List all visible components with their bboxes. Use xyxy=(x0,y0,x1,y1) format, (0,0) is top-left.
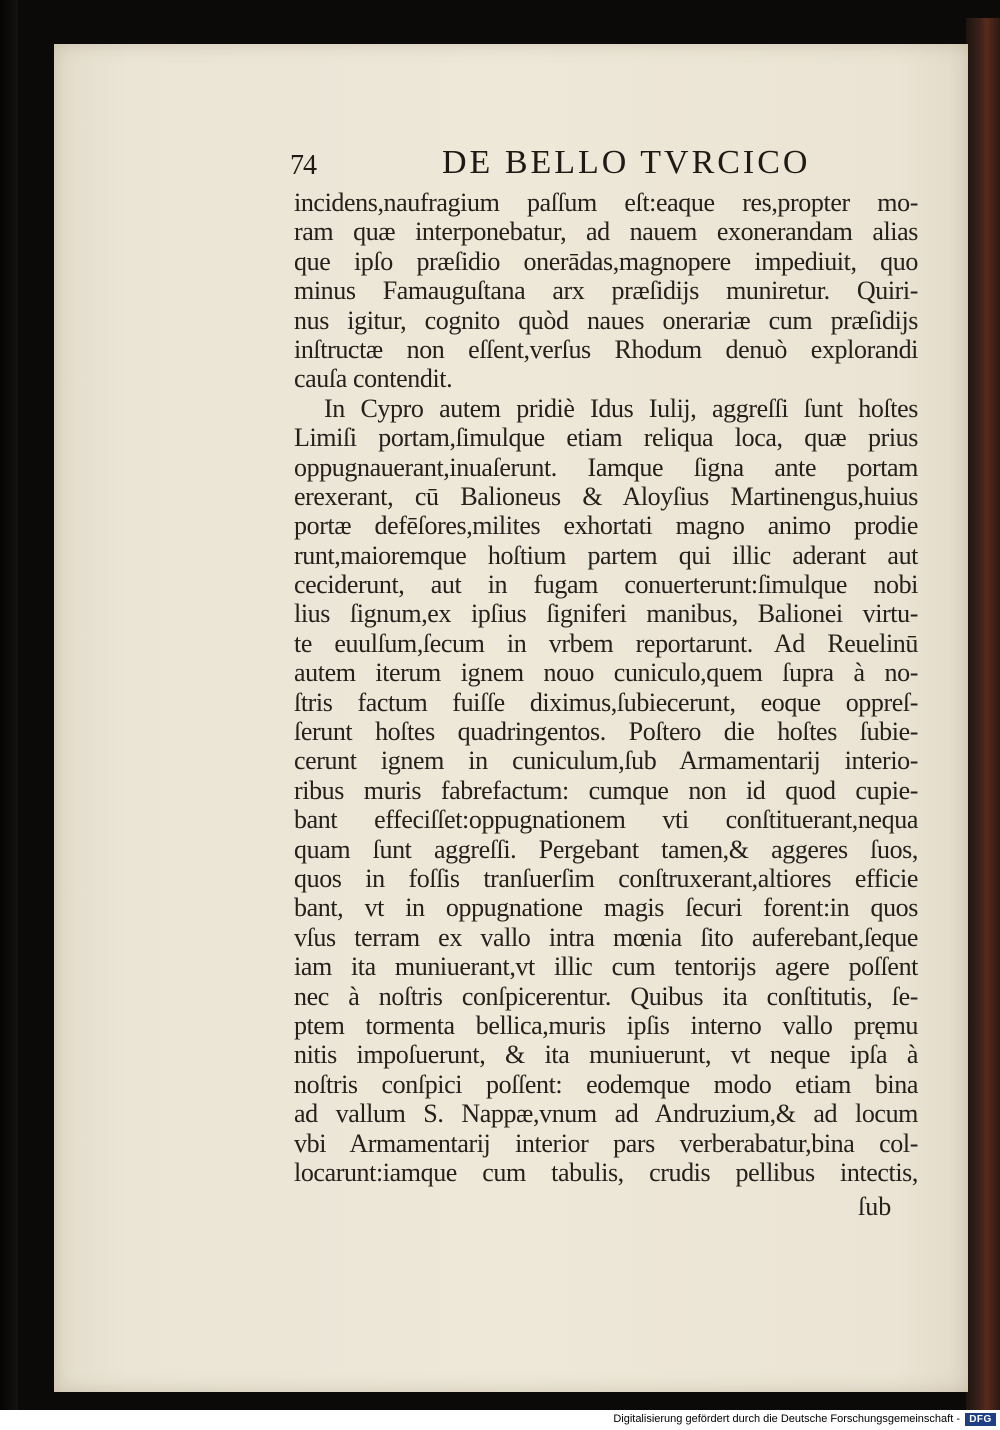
text-line: vſus terram ex vallo intra mœnia ſito auferebant,ſeque xyxy=(294,922,918,952)
text-line: oppugnauerant,inuaſerunt. Iamque ſigna ante portam xyxy=(294,452,918,482)
text-line: inſtructæ non eſſent,verſus Rhodum denuò explorandi xyxy=(294,334,918,364)
text-line: incidens,naufragium paſſum eſt:eaque res,propter mo- xyxy=(294,188,918,217)
text-line: runt,maioremque hoſtium partem qui illic aderant aut xyxy=(294,540,918,570)
page-header xyxy=(290,144,930,184)
text-line: cauſa contendit. xyxy=(294,364,453,394)
text-line: te euulſum,ſecum in vrbem reportarunt. Ad Reuelinū xyxy=(294,628,918,658)
text-line: ribus muris fabrefactum: cumque non id quod cupie- xyxy=(294,775,918,805)
text-line: lius ſignum,ex ipſius ſigniferi manibus, Balionei virtu- xyxy=(294,599,918,629)
text-line: cerunt ignem in cuniculum,ſub Armamentarij interio- xyxy=(294,746,918,776)
text-line: quos in foſſis tranſuerſim conſtruxerant,altiores efficie xyxy=(294,863,918,893)
text-line: Limiſi portam,ſimulque etiam reliqua loca, quæ prius xyxy=(294,423,918,453)
text-line: ad vallum S. Nappæ,vnum ad Andruzium,& ad locum xyxy=(294,1099,918,1129)
text-line: In Cypro autem pridiè Idus Iulij, aggreſſi ſunt hoſtes xyxy=(324,393,918,423)
text-line: ram quæ interponebatur, ad nauem exonerandam alias xyxy=(294,217,918,247)
text-line: ſtris factum fuiſſe diximus,ſubiecerunt, eoque oppreſ- xyxy=(294,687,918,717)
text-line: quam ſunt aggreſſi. Pergebant tamen,& aggeres ſuos, xyxy=(294,834,918,864)
text-line: ceciderunt, aut in fugam conuerterunt:ſimulque nobi xyxy=(294,570,918,600)
text-line: bant, vt in oppugnatione magis ſecuri forent:in quos xyxy=(294,893,918,923)
text-line: nitis impoſuerunt, & ita muniuerunt, vt neque ipſa à xyxy=(294,1040,918,1070)
text-line: minus Famauguſtana arx præſidijs muniretur. Quiri- xyxy=(294,276,918,306)
text-line: noſtris conſpici poſſent: eodemque modo etiam bina xyxy=(294,1069,918,1099)
text-line: bant effeciſſet:oppugnationem vti conſtituerant,nequa xyxy=(294,805,918,835)
dfg-logo: DFG xyxy=(965,1413,996,1426)
book-left-edge xyxy=(0,0,18,1410)
text-line: iam ita muniuerant,vt illic cum tentorijs agere poſſent xyxy=(294,952,918,982)
text-line: nec à noſtris conſpicerentur. Quibus ita conſtitutis, ſe- xyxy=(294,981,918,1011)
text-line: locarunt:iamque cum tabulis, crudis pellibus intectis, xyxy=(294,1157,918,1187)
funding-notice: Digitalisierung gefördert durch die Deutsche Forschungsgemeinschaft - xyxy=(613,1413,960,1425)
book-right-edge xyxy=(966,18,1000,1410)
text-line: que ipſo præſidio onerādas,magnopere impediuit, quo xyxy=(294,246,918,276)
footer-bar xyxy=(0,1410,1000,1430)
page-number: 74 xyxy=(290,150,316,181)
text-line: vbi Armamentarij interior pars verberabatur,bina col- xyxy=(294,1128,918,1158)
running-head: DE BELLO TVRCICO xyxy=(442,144,811,181)
text-line: autem iterum ignem nouo cuniculo,quem ſupra à no- xyxy=(294,658,918,688)
catchword: ſub xyxy=(858,1192,892,1221)
text-line: portæ defēſores,milites exhortati magno animo prodie xyxy=(294,511,918,541)
body-text xyxy=(294,188,918,1187)
text-line: ptem tormenta bellica,muris ipſis interno vallo pręmu xyxy=(294,1010,918,1040)
text-line: ſerunt hoſtes quadringentos. Poſtero die hoſtes ſubie- xyxy=(294,717,918,747)
text-line: nus igitur, cognito quòd naues onerariæ cum præſidijs xyxy=(294,305,918,335)
text-line: erexerant, cū Balioneus & Aloyſius Martinengus,huius xyxy=(294,481,918,511)
